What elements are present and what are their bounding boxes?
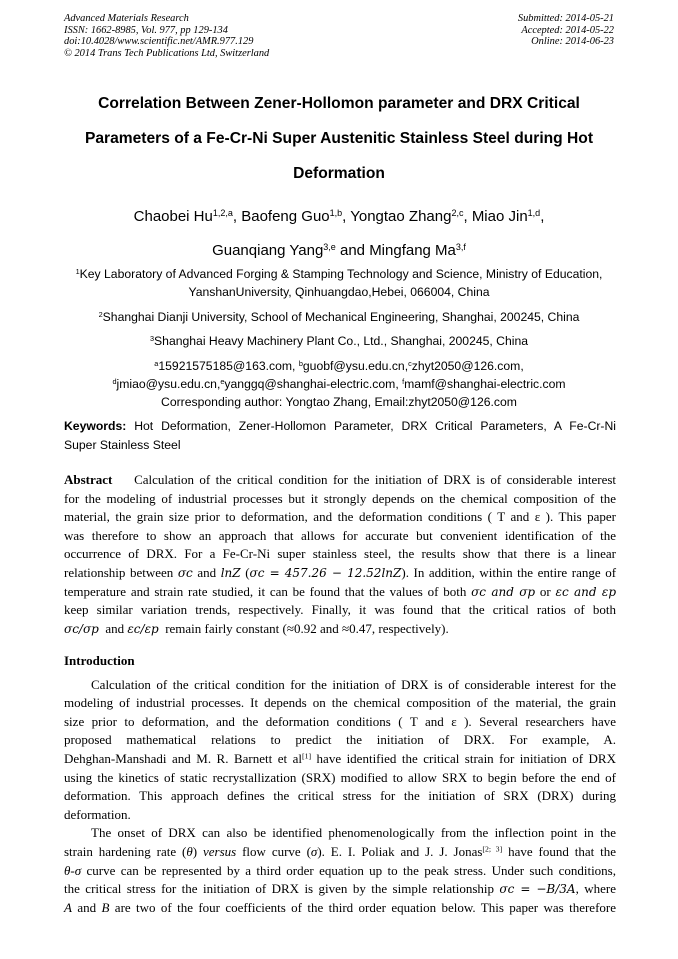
- affiliation-text: Key Laboratory of Advanced Forging & Stamping Technology and Science, Ministry of Education,: [79, 267, 603, 281]
- abstract-text: ). In addition, within the entire range of: [401, 564, 617, 580]
- abstract-line: [64, 471, 616, 490]
- intro-line: deformation.: [64, 806, 131, 822]
- keywords-line: Super Stainless Steel: [64, 437, 181, 452]
- intro-text: Dehghan-Manshadi and M. R. Barnett et al: [64, 750, 302, 766]
- author-emails: [40, 357, 638, 411]
- intro-text: ). E. I. Poliak and J. J. Jonas: [317, 843, 483, 859]
- intro-text: have identified the critical strain for initiation of DRX: [311, 750, 616, 766]
- intro-line: [64, 843, 616, 862]
- math-critical-stress: σc = −B/3A: [499, 882, 576, 897]
- corresponding-author: Corresponding author: Yongtao Zhang, Email:zhyt2050@126.com: [161, 395, 517, 409]
- intro-text: and: [71, 899, 102, 915]
- author-affiliation-mark: 3,e: [323, 242, 336, 253]
- affiliation-mark: 3: [149, 333, 155, 343]
- math-sigma: σ: [310, 843, 318, 859]
- intro-line: deformation. This approach defines the critical stress for the initiation of SRX (DRX) during: [64, 788, 616, 804]
- author-name: Mingfang Ma: [369, 242, 456, 259]
- intro-line: [64, 880, 616, 899]
- affiliation-mark: 2: [98, 309, 103, 319]
- affiliation-line: [40, 308, 638, 326]
- author-affiliation-mark: 1,b: [329, 208, 343, 219]
- abstract-line: occurrence of DRX. For a Fe-Cr-Ni super stainless steel, the results show that there is a linear: [64, 546, 616, 562]
- section-heading: Introduction: [64, 653, 135, 668]
- affiliation-text: Shanghai Dianji University, School of Mechanical Engineering, Shanghai, 200245, China: [102, 310, 580, 324]
- email-link[interactable]: guobf@ysu.edu.cn,: [302, 359, 409, 373]
- abstract-line: [64, 583, 616, 602]
- email-mark: f: [402, 376, 405, 386]
- math-sigma-c: σc: [177, 565, 193, 580]
- affiliation-line: YanshanUniversity, Qinhuangdao,Hebei, 066004, China: [188, 285, 490, 299]
- email-line: [40, 375, 638, 393]
- keywords-text: Hot Deformation, Zener-Hollomon Parameter, DRX Critical Parameters, A Fe-Cr-Ni: [134, 419, 616, 433]
- abstract-block: [64, 471, 616, 638]
- email-mark: d: [112, 376, 117, 386]
- coefficient-a: A: [64, 899, 72, 915]
- math-theta-sigma: θ-σ: [64, 862, 82, 878]
- affiliation-3: [40, 332, 638, 350]
- date-accepted: Accepted: 2014-05-22: [521, 24, 614, 36]
- math-epsilon-pair: εc and εp: [555, 584, 617, 599]
- keywords-line: [64, 417, 616, 436]
- publication-dates: [518, 13, 614, 48]
- date-online: Online: 2014-06-23: [531, 36, 614, 48]
- abstract-line: material, the grain size prior to deformation, and the deformation conditions ( T and ε ). This paper: [64, 509, 616, 525]
- title-line: Parameters of a Fe-Cr-Ni Super Austenitic Stainless Steel during Hot: [84, 130, 594, 147]
- math-sigma-ratio: σc/σp: [64, 621, 99, 636]
- author-affiliation-mark: 2,c: [451, 208, 464, 219]
- email-line: [40, 357, 638, 375]
- affiliation-line: [40, 265, 638, 283]
- paper-title: [40, 86, 638, 191]
- citation-ref[interactable]: [2; 3]: [482, 844, 503, 854]
- versus-word: versus: [202, 843, 237, 859]
- math-lnz: lnZ: [220, 565, 241, 580]
- journal-name: Advanced Materials Research: [64, 13, 189, 24]
- intro-line: modeling of industrial processes. It depends on the chemical composition of the material, the grain: [64, 695, 616, 711]
- author-name: Guanqiang Yang: [212, 242, 324, 259]
- journal-doi: doi:10.4028/www.scientific.net/AMR.977.129: [64, 36, 254, 48]
- journal-info: [64, 13, 269, 59]
- coefficient-b: B: [101, 899, 110, 915]
- author-name: Miao Jin: [471, 208, 528, 225]
- intro-line: using the kinetics of static recrystallization (SRX) modified to allow SRX to begin before the end of: [64, 769, 616, 785]
- email-link[interactable]: 15921575185@163.com,: [158, 359, 296, 373]
- email-link[interactable]: yanggq@shanghai-electric.com,: [224, 377, 399, 391]
- author-name: Baofeng Guo: [241, 208, 330, 225]
- email-mark: c: [408, 358, 412, 368]
- author-list: [40, 200, 638, 268]
- email-link[interactable]: jmiao@ysu.edu.cn,: [116, 377, 221, 391]
- journal-issn: ISSN: 1662-8985, Vol. 977, pp 129-134: [64, 24, 228, 36]
- introduction-section: [64, 652, 616, 917]
- email-mark: e: [220, 376, 225, 386]
- affiliation-2: [40, 308, 638, 326]
- abstract-line: keep similar variation trends, respectively. Finally, it was found that the critical ratios of both: [64, 602, 616, 618]
- abstract-text: relationship between: [64, 564, 174, 580]
- email-mark: a: [154, 358, 159, 368]
- abstract-text: and: [197, 564, 217, 580]
- abstract-text: temperature and strain rate studied, it can be found that the values of both: [64, 583, 467, 599]
- intro-line: [64, 862, 616, 881]
- intro-line: The onset of DRX can also be identified phenomenologically from the inflection point in the: [91, 825, 616, 841]
- affiliation-mark: 1: [75, 266, 80, 276]
- intro-text: ): [192, 843, 203, 859]
- intro-text: , where: [575, 881, 617, 897]
- keywords-block: [64, 417, 616, 454]
- intro-line: size prior to deformation, and the deformation conditions ( T and ε ). Several researchers have: [64, 713, 616, 729]
- email-link[interactable]: mamf@shanghai-electric.com: [404, 377, 566, 391]
- intro-line: [64, 750, 616, 769]
- author-name: Yongtao Zhang: [350, 208, 452, 225]
- date-submitted: Submitted: 2014-05-21: [517, 13, 614, 24]
- author-conjunction: and: [339, 242, 366, 259]
- abstract-line: for the modeling of industrial processes but it strongly depends on the chemical composition of the: [64, 490, 616, 506]
- author-line: Chaobei Hu$^{1,2,a}$, Baofeng Guo$^{1,b}$, Yongtao Zhang$^{2,c}$, Miao Jin$^{1,d}$,: [133, 208, 545, 225]
- affiliation-line: [40, 332, 638, 350]
- keywords-label: Keywords:: [64, 419, 127, 433]
- email-link[interactable]: zhyt2050@126.com,: [411, 359, 524, 373]
- math-epsilon-ratio: εc/εp: [127, 621, 159, 636]
- title-line: Deformation: [293, 165, 385, 182]
- abstract-line: [64, 620, 616, 639]
- abstract-text: or: [539, 583, 551, 599]
- abstract-text: Calculation of the critical condition for the initiation of DRX is of considerable interest: [134, 472, 617, 487]
- abstract-line: was therefore to show an approach that allows for accurate but convenient identification of the: [64, 527, 616, 543]
- citation-ref[interactable]: [1]: [301, 751, 312, 761]
- intro-line: [64, 899, 616, 918]
- author-affiliation-mark: 1,d: [527, 208, 541, 219]
- author-line: [40, 234, 638, 268]
- affiliation-text: Shanghai Heavy Machinery Plant Co., Ltd., Shanghai, 200245, China: [154, 334, 529, 348]
- author-affiliation-mark: 1,2,a: [212, 208, 233, 219]
- title-line: Correlation Between Zener-Hollomon parameter and DRX Critical: [98, 95, 580, 112]
- math-theta: θ: [186, 843, 193, 859]
- intro-text: are two of the four coefficients of the third order equation below. This paper was therefore: [109, 899, 616, 915]
- abstract-line: [64, 564, 616, 583]
- author-name: Chaobei Hu: [133, 208, 213, 225]
- intro-text: flow curve (: [236, 843, 311, 859]
- email-mark: b: [298, 358, 303, 368]
- abstract-text: and: [105, 620, 125, 636]
- math-sigma-pair: σc and σp: [471, 584, 536, 599]
- affiliation-1: [40, 265, 638, 301]
- intro-text: curve can be represented by a third order equation up to the peak stress. Under such conditions,: [81, 862, 616, 878]
- abstract-label: Abstract: [64, 472, 113, 487]
- intro-line: proposed mathematical relations to predict the initiation of DRX. For example, A.: [64, 732, 616, 748]
- intro-text: strain hardening rate (: [64, 843, 187, 859]
- math-equation: σc = 457.26 − 12.52lnZ: [249, 565, 402, 580]
- abstract-text: (: [245, 564, 250, 580]
- journal-copyright: © 2014 Trans Tech Publications Ltd, Switzerland: [64, 47, 270, 59]
- intro-line: Calculation of the critical condition for the initiation of DRX is of considerable interest for the: [91, 676, 616, 692]
- abstract-text: remain fairly constant (≈0.92 and ≈0.47, respectively).: [165, 620, 449, 636]
- author-affiliation-mark: 3,f: [455, 242, 466, 253]
- intro-text: the critical stress for the initiation of DRX is given by the simple relationship: [64, 881, 500, 897]
- intro-text: have found that the: [502, 843, 616, 859]
